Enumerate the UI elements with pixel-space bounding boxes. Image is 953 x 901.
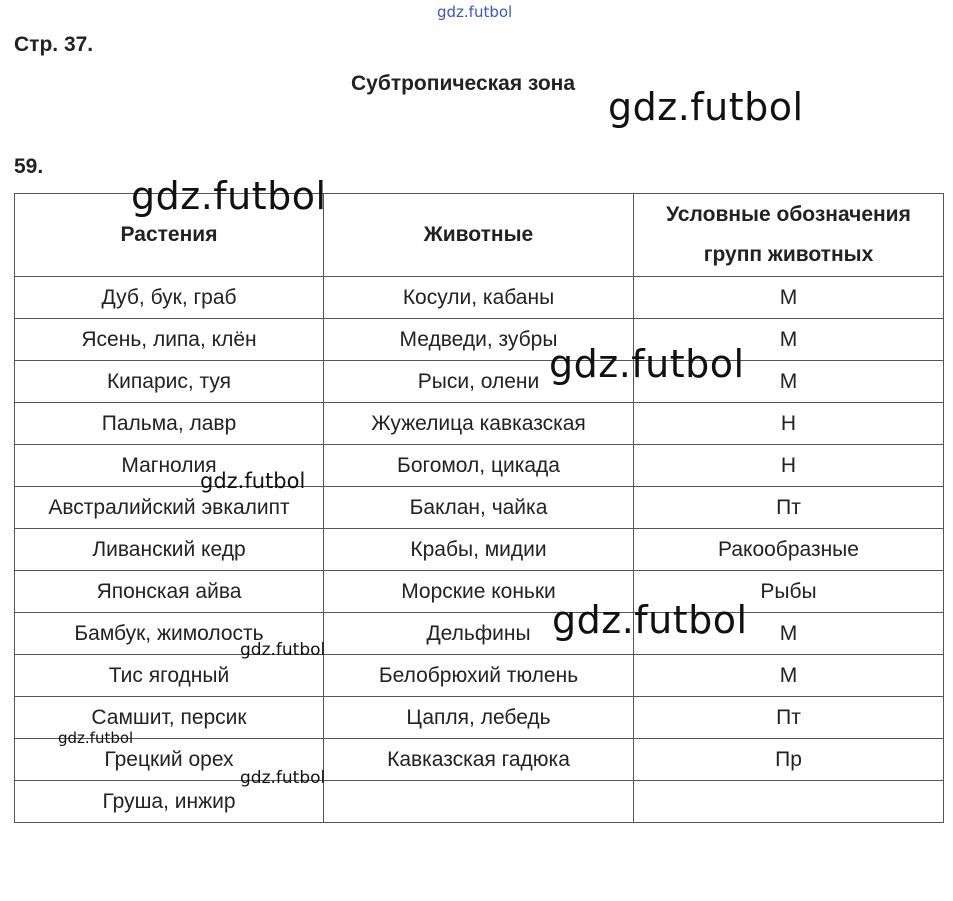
animal-cell: Крабы, мидии xyxy=(324,529,634,571)
table-row xyxy=(15,403,944,445)
top-watermark: gdz.futbol xyxy=(437,3,513,21)
group-cell: М xyxy=(634,319,944,361)
watermark: gdz.futbol xyxy=(200,469,306,493)
animal-cell: Белобрюхий тюлень xyxy=(324,655,634,697)
plants-animals-table xyxy=(14,193,944,823)
plant-cell: Пальма, лавр xyxy=(15,403,324,445)
watermark: gdz.futbol xyxy=(58,729,134,747)
group-cell: Пт xyxy=(634,697,944,739)
plant-cell: Самшит, персик xyxy=(15,697,324,739)
animal-cell: Дельфины xyxy=(324,613,634,655)
group-cell: Ракообразные xyxy=(634,529,944,571)
group-cell: Пт xyxy=(634,487,944,529)
watermark: gdz.futbol xyxy=(240,640,326,660)
group-cell: Рыбы xyxy=(634,571,944,613)
page-label: Стр. 37. xyxy=(14,33,94,56)
plant-cell: Груша, инжир xyxy=(15,781,324,823)
plant-cell: Грецкий орех xyxy=(15,739,324,781)
animal-cell: Богомол, цикада xyxy=(324,445,634,487)
section-title: Субтропическая зона xyxy=(351,72,576,95)
animal-cell: Кавказская гадюка xyxy=(324,739,634,781)
table-body xyxy=(15,277,944,823)
table-row xyxy=(15,697,944,739)
animal-cell: Морские коньки xyxy=(324,571,634,613)
plant-cell: Австралийский эвкалипт xyxy=(15,487,324,529)
plant-cell: Дуб, бук, граб xyxy=(15,277,324,319)
table-row xyxy=(15,739,944,781)
table-row xyxy=(15,361,944,403)
plant-cell: Японская айва xyxy=(15,571,324,613)
table-row xyxy=(15,487,944,529)
header-animals: Животные xyxy=(324,194,634,277)
table-row xyxy=(15,277,944,319)
plant-cell: Тис ягодный xyxy=(15,655,324,697)
animal-cell: Цапля, лебедь xyxy=(324,697,634,739)
table-row xyxy=(15,781,944,823)
watermark: gdz.futbol xyxy=(608,85,804,129)
group-cell: М xyxy=(634,613,944,655)
plant-cell: Кипарис, туя xyxy=(15,361,324,403)
animal-cell: Косули, кабаны xyxy=(324,277,634,319)
group-cell: М xyxy=(634,277,944,319)
group-cell: Н xyxy=(634,445,944,487)
plant-cell: Магнолия xyxy=(15,445,324,487)
group-cell: М xyxy=(634,361,944,403)
plant-cell: Ясень, липа, клён xyxy=(15,319,324,361)
plant-cell: Бамбук, жимолость xyxy=(15,613,324,655)
animal-cell: Медведи, зубры xyxy=(324,319,634,361)
table-row xyxy=(15,571,944,613)
animal-cell: Баклан, чайка xyxy=(324,487,634,529)
task-number: 59. xyxy=(14,155,44,178)
header-plants: Растения xyxy=(15,194,324,277)
animal-cell: Рыси, олени xyxy=(324,361,634,403)
group-cell: Пр xyxy=(634,739,944,781)
animal-cell xyxy=(324,781,634,823)
table-row xyxy=(15,319,944,361)
table-row xyxy=(15,655,944,697)
watermark: gdz.futbol xyxy=(240,768,326,788)
plant-cell: Ливанский кедр xyxy=(15,529,324,571)
animal-cell: Жужелица кавказская xyxy=(324,403,634,445)
watermark: gdz.futbol xyxy=(552,598,748,642)
table-row xyxy=(15,613,944,655)
table-row xyxy=(15,445,944,487)
header-groups-line1: Условные обозначения xyxy=(666,203,911,226)
header-groups xyxy=(634,194,944,277)
header-groups-line2: групп животных xyxy=(703,243,874,266)
table-row xyxy=(15,529,944,571)
group-cell: Н xyxy=(634,403,944,445)
watermark: gdz.futbol xyxy=(549,342,745,386)
group-cell xyxy=(634,781,944,823)
group-cell: М xyxy=(634,655,944,697)
watermark: gdz.futbol xyxy=(131,174,327,218)
